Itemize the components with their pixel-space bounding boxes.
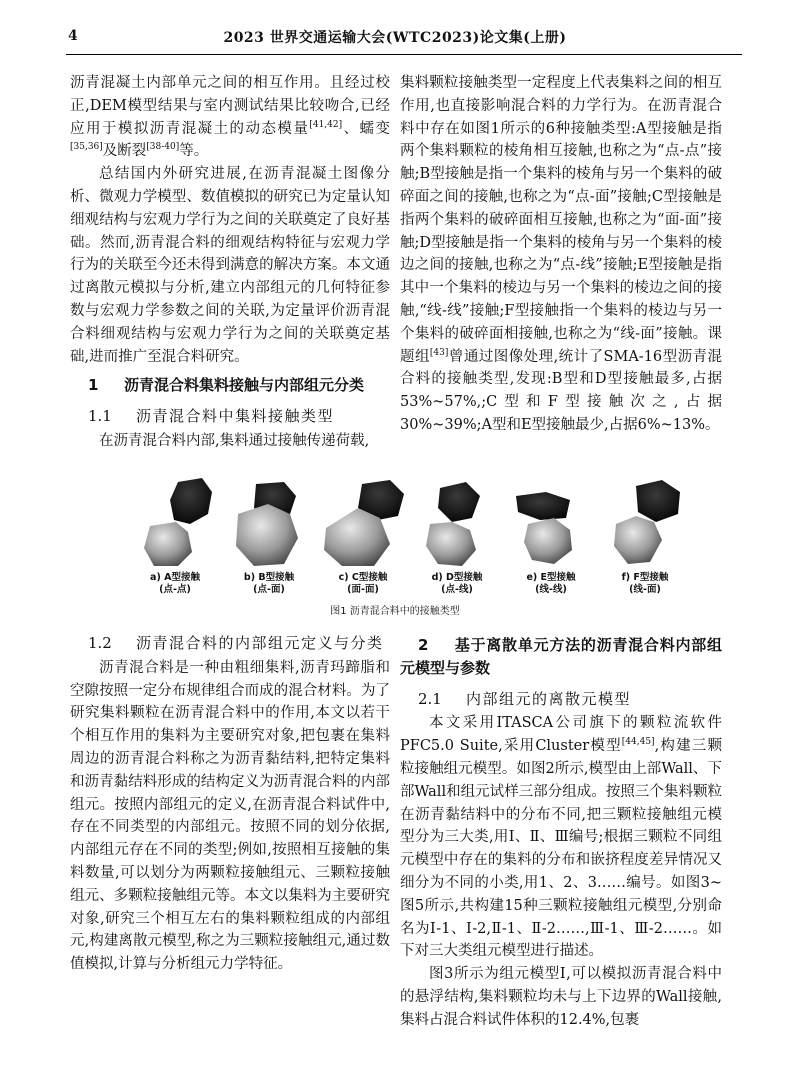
- paragraph: 沥青混合料是一种由粗细集料,沥青玛蹄脂和空隙按照一定分布规律组合而成的混合材料。为了研究集料颗粒在沥青混合料中的作用,本文以若干个相互作用的集料为主要研究对象,把包裹在集料周边的沥青混合料称之为沥青黏结料,把特定集料和沥青黏结料形成的结构定义为沥青混合料的内部组元。按照内部组元的定义,在沥青混合料试件中,存在不同类型的内部组元。按照不同的划分依据,内部组元存在不同的类型;例如,按照相互接触的集料数量,可以划分为两颗粒接触组元、三颗粒接触组元、多颗粒接触组元等。本文以集料为主要研究对象,研究三个相互左右的集料颗粒组成的内部组元,构建离散元模型,称之为三颗粒接触组元,通过数值模拟,计算与分析组元力学特征。: [70, 659, 390, 973]
- figure-caption: 图1 沥青混合料中的接触类型: [330, 606, 460, 617]
- figure-panel-b: [224, 474, 314, 600]
- citation: [35,36]: [70, 142, 103, 153]
- paragraph: 沥青混凝土内部单元之间的相互作用。且经过校正,DEM模型结果与室内测试结果比较吻合,已经应用于模拟沥青混凝土的动态模量[41,42]、蠕变[35,36]及断裂[38-40]等。: [70, 75, 391, 160]
- section-heading: 2 基于离散单元方法的沥青混合料内部组元模型与参数: [400, 636, 722, 677]
- paragraph: 集料颗粒接触类型一定程度上代表集料之间的相互作用,也直接影响混合料的力学行为。在沥青混合料中存在如图1所示的6种接触类型:A型接触是指两个集料颗粒的棱角相互接触,也称之为“点-点”接触;B型接触是指一个集料的棱角与另一个集料的破碎面之间的接触,也称之为“点-面”接触;C型接触是指两个集料的破碎面相互接触,也称之为“面-面”接触;D型接触是指一个集料的棱角与另一个集料的棱边之间的接触,也称之为“点-线”接触;E型接触是指其中一个集料的棱边与另一个集料的棱边之间的接触,“线-线”接触;F型接触指一个集料的棱边与另一个集料的破碎面相接触,也称之为“线-面”接触。课题组[43]曾通过图像处理,统计了SMA-16型沥青混合料的接触类型,发现:B型和D型接触最多,占据53%~57%,;C型和F型接触次之,占据30%~39%;A型和E型接触最少,占据6%~13%。: [400, 75, 722, 433]
- figure-panel-a: [130, 474, 220, 600]
- subsection-heading: 2.1 内部组元的离散元模型: [418, 689, 632, 708]
- aggregate-pair-image: [318, 474, 408, 574]
- aggregate-pair-image: [412, 474, 502, 574]
- paragraph: 图3所示为组元模型Ⅰ,可以模拟沥青混合料中的悬浮结构,集料颗粒均未与上下边界的Wall接触,集料占混合料试件体积的12.4%,包裹: [400, 966, 722, 1028]
- panel-label: e) E型接触 (线-线): [526, 572, 576, 595]
- left-column-top: [70, 72, 390, 453]
- citation: [43]: [429, 347, 449, 358]
- header-rule: [66, 54, 742, 55]
- running-header-title: 2023 世界交通运输大会(WTC2023)论文集(上册): [223, 30, 567, 46]
- aggregate-pair-image: [506, 474, 596, 574]
- figure-panel-c: [318, 474, 408, 600]
- paragraph: 总结国内外研究进展,在沥青混凝土图像分析、微观力学模型、数值模拟的研究已为定量认知细观结构与宏观力学行为之间的关联奠定了良好基础。然而,沥青混合料的细观结构特征与宏观力学行为的关联至今还未得到满意的解决方案。本文通过离散元模拟与分析,建立内部组元的几何特征参数与宏观力学参数之间的关联,为定量评价沥青混合料细观结构与宏观力学行为之间的关联奠定基础,进而推广至混合料研究。: [70, 166, 390, 365]
- paragraph: 本文采用ITASCA公司旗下的颗粒流软件PFC5.0 Suite,采用Cluster模型[44,45],构建三颗粒接触组元模型。如图2所示,模型由上部Wall、下部Wall和组元试样三部分组成。按照三个集料颗粒在沥青黏结料中的分布不同,把三颗粒接触组元模型分为三大类,用Ⅰ、Ⅱ、Ⅲ编号;根据三颗粒不同组元模型中存在的集料的分布和嵌挤程度差异情况又细分为不同的小类,用1、2、3……编号。如图3~图5所示,共构建15种三颗粒接触组元模型,分别命名为Ⅰ-1、Ⅰ-2,Ⅱ-1、Ⅱ-2……,Ⅲ-1、Ⅲ-2……。如下对三大类组元模型进行描述。: [400, 715, 722, 960]
- panel-label: f) F型接触 (线-面): [621, 572, 669, 595]
- figure-panel-d: [412, 474, 502, 600]
- aggregate-pair-image: [130, 474, 220, 574]
- paragraph: 在沥青混合料内部,集料通过接触传递荷载,: [99, 432, 370, 449]
- subsection-heading: 1.1 沥青混合料中集料接触类型: [88, 407, 335, 426]
- panel-label: a) A型接触 (点-点): [150, 572, 200, 595]
- subsection-heading: 1.2 沥青混合料的内部组元定义与分类: [88, 634, 384, 652]
- left-column-bottom: [70, 628, 390, 976]
- panel-label: d) D型接触 (点-线): [431, 572, 483, 595]
- figure-panel-f: [600, 474, 690, 600]
- citation: [41,42]: [309, 119, 343, 130]
- panel-label: c) C型接触 (面-面): [338, 572, 388, 595]
- panel-label: b) B型接触 (点-面): [243, 572, 295, 595]
- right-column-bottom: [400, 628, 722, 1032]
- citation: [38-40]: [146, 142, 180, 153]
- aggregate-pair-image: [224, 474, 314, 574]
- right-column-top: [400, 72, 722, 437]
- page-number: 4: [68, 28, 78, 44]
- figure-panel-e: [506, 474, 596, 600]
- citation: [44,45]: [621, 737, 655, 748]
- aggregate-pair-image: [600, 474, 690, 574]
- section-heading: 1 沥青混合料集料接触与内部组元分类: [88, 376, 365, 395]
